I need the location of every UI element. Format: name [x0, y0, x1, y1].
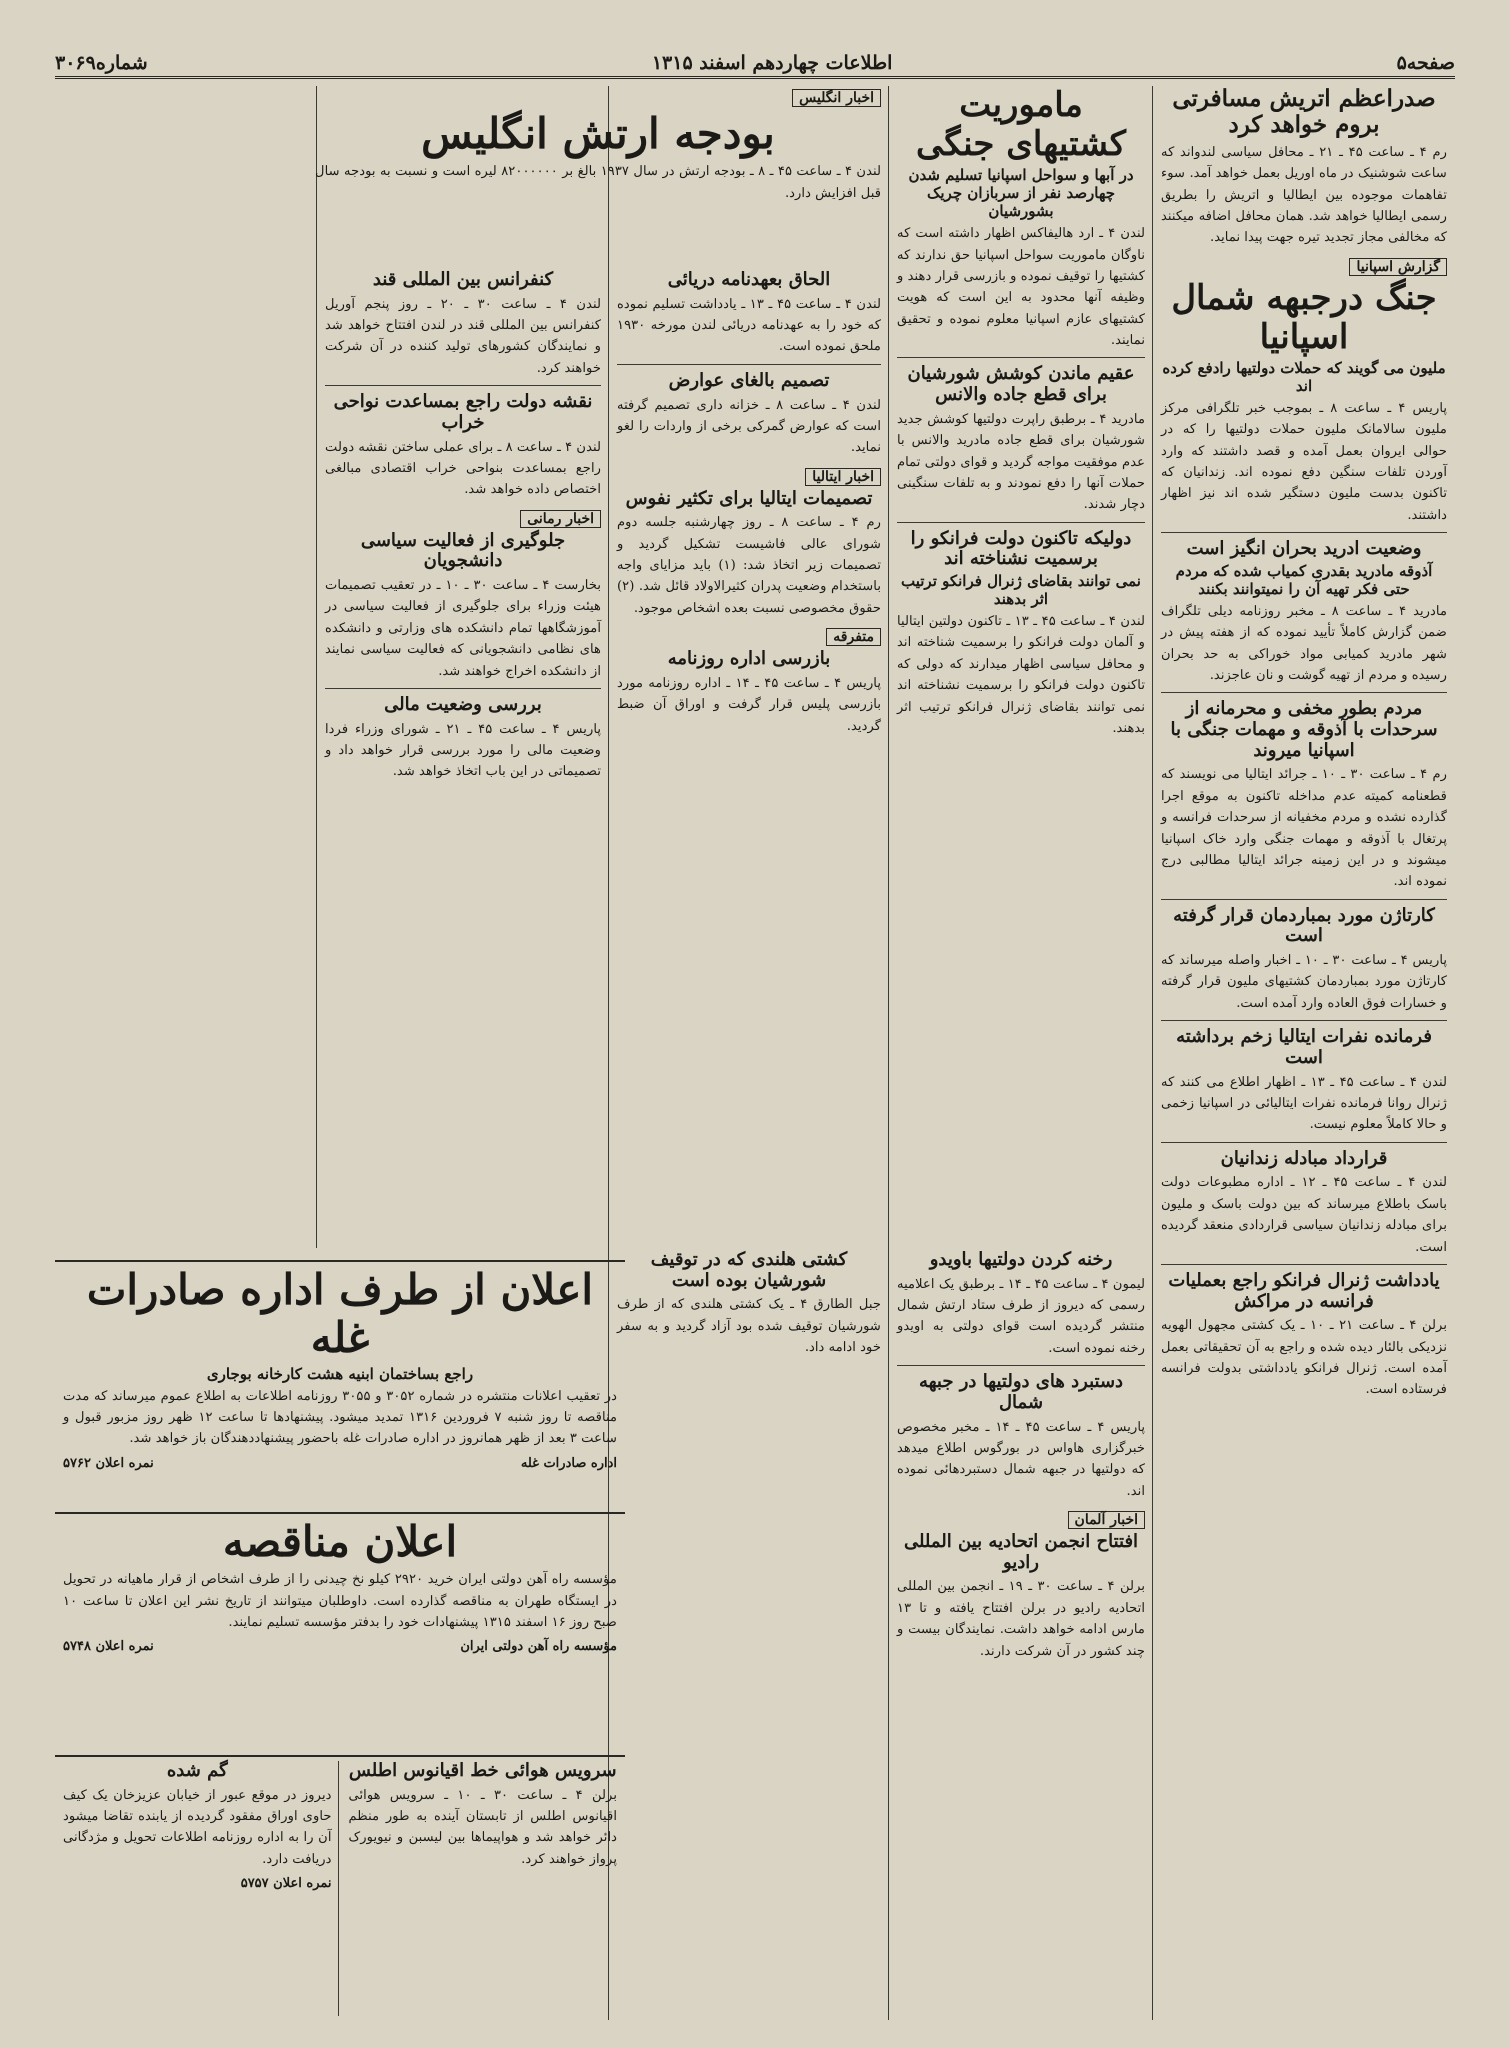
article-spain-front: پاریس ۴ ـ ساعت ۸ ـ بموجب خبر تلگرافی مرکز ملیون سالامانک ملیون حملات دولتیها را که در حوالی ایروان بعمل آمده و قصد داشتند که وارد آوردن تلفات سنگین دفع نموده اند. زندانیان که تاکنون بدست ملیون دستگیر شده اند نیز اظهار داشتند. [1161, 400, 1448, 523]
article-cartagena: پاریس ۴ ـ ساعت ۳۰ ـ ۱۰ ـ اخبار واصله میرساند که کارتاژن مورد بمباردمان کشتیهای ملیون قرار گرفته و خسارات فوق العاده وارد آمده است. [1161, 953, 1448, 1011]
notice-tender-body: مؤسسه راه آهن دولتی ایران خرید ۲۹۲۰ کیلو نخ چیدنی را از طرف اشخاص از قرار ماهیانه در تحویل در ایستگاه طهران به مناقصه گذارده است. داوطلبان میتوانند از تاریخ نشر این اعلان تا ساعت ۱۰ صبح روز ۱۶ اسفند ۱۳۱۵ پیشنهادات خود را بدفتر مؤسسه تسلیم نمایند. [63, 1572, 617, 1631]
notice-tender-signature: مؤسسه راه آهن دولتی ایران [460, 1639, 617, 1655]
headline-newspaper-inspection: بازرسی اداره روزنامه [667, 648, 831, 670]
masthead [55, 50, 1455, 79]
article-austria: رم ۴ ـ ساعت ۴۵ ـ ۲۱ ـ محافل سیاسی لندواند که ساعت شوشنیک در ماه اوریل بعمل خواهد آمد. سوء تفاهمات موجوده بین ایطالیا و اتریش را بطریق رسمی ایطالیا خواهد شد. همان محافل اضافه میکنند که مخالفی مجاز تجدید تیره جهت پیدا نماید. [1161, 144, 1447, 246]
ad-airline-body: برلن ۴ ـ ساعت ۳۰ ـ ۱۰ ـ سرویس هوائی اقیانوس اطلس از تابستان آینده به طور منظم دائر خواهد شد و هواپیماها بین لیسبن و نیویورک پرواز خواهند کرد. [348, 1787, 617, 1867]
divider [1161, 532, 1447, 533]
subhead-spain-front: ملیون می گویند که حملات دولتیها رادفع کرده اند [1162, 358, 1446, 395]
article-students: بخارست ۴ ـ ساعت ۳۰ ـ ۱۰ ـ در تعقیب تصمیمات هیئت وزراء برای جلوگیری از فعالیت سیاسی در آموزشگاهها تمام دانشکده های وزارتی و دانشکده های نظامی دانشجویانی که فعالیت سیاسی نمایند از دانشکده اخراج خواهند شد. [325, 578, 602, 679]
ad-airline [349, 1761, 618, 2016]
article-valencia-road: مادرید ۴ ـ برطبق راپرت دولتیها کوشش جدید شورشیان برای قطع جاده مادرید والانس با عدم موفقیت مواجه گردید و قوای دولتی تمام حملات آنها را دفع نمودند و به تلفات سنگینی دچار شدند. [897, 411, 1146, 513]
column-rule [888, 86, 889, 2020]
section-label: اخبار انگلیس [792, 89, 881, 107]
section-label: اخبار آلمان [1068, 1511, 1145, 1529]
headline-borders: مردم بطور مخفی و محرمانه از سرحدات با آذوقه و مهمات جنگی با اسپانیا میروند [1170, 698, 1438, 761]
headline-north-front: دستبرد های دولتیها در جبهه شمال [918, 1371, 1124, 1413]
notice-tender [55, 1512, 625, 1752]
column-3 [610, 270, 888, 1248]
headline-warships: ماموریت کشتیهای جنگی [916, 86, 1126, 165]
notice-grain-body: در تعقیب اعلانات منتشره در شماره ۳۰۵۲ و ۳۰۵۵ روزنامه اطلاعات به اطلاع عموم میرساند که مدت مناقصه تا روز شنبه ۷ فروردین ۱۳۱۶ تمدید میشود. پیشنهادها تا ساعت ۱۲ ظهر روز مزبور قبول و ساعت ۳ بعد از ظهر همانروز در اداره صادرات غله باحضور پیشنهاددهندگان باز خواهد شد. [63, 1388, 618, 1447]
headline-population: تصمیمات ایتالیا برای تکثیر نفوس [625, 487, 873, 509]
headline-spain-front: جنگ درجبهه شمال اسپانیا [1171, 277, 1437, 357]
column-3-lower [610, 1250, 888, 2020]
divider [325, 385, 601, 386]
masthead-date: اطلاعات چهاردهم اسفند ۱۳۱۵ [651, 52, 893, 74]
ad-lost-number: نمره اعلان ۵۷۵۷ [240, 1876, 332, 1892]
article-tariffs: لندن ۴ ـ ساعت ۸ ـ خزانه داری تصمیم گرفته است که عوارض گمرکی برخی از واردات را لغو نماید. [617, 397, 882, 456]
article-dutch-ship: جبل الطارق ۴ ـ یک کشتی هلندی که از طرف شورشیان توقیف شده بود آزاد گردید و به سفر خود ادامه داد. [617, 1297, 881, 1356]
divider [897, 522, 1145, 523]
headline-tariffs: تصمیم بالغای عوارض [668, 369, 830, 391]
divider [1161, 1264, 1447, 1265]
article-prisoners: لندن ۴ ـ ساعت ۴۵ ـ ۱۲ ـ اداره مطبوعات دولت باسک باطلاع میرساند که بین دولت باسک و ملیون برای مبادله زندانیان سیاسی قراردادی منعقد گردیده است. [1161, 1175, 1448, 1255]
divider [617, 364, 881, 365]
article-newspaper-inspection: پاریس ۴ ـ ساعت ۴۵ ـ ۱۴ ـ اداره روزنامه مورد بازرسی پلیس قرار گرفت و اوراق آن ضبط گردید. [617, 675, 881, 734]
article-depressed-areas: لندن ۴ ـ ساعت ۸ ـ برای عملی ساختن نقشه دولت راجع بمساعدت بنواحی خراب اقتصادی مبالغی اختصاص داده خواهد شد. [325, 439, 602, 498]
divider [1161, 692, 1447, 693]
headline-cartagena: کارتاژن مورد بمباردمان قرار گرفته است [1173, 904, 1435, 947]
section-label: اخبار رمانی [520, 510, 601, 528]
column-1 [1154, 86, 1454, 2020]
article-radio-union: برلن ۴ ـ ساعت ۳۰ ـ ۱۹ ـ انجمن بین المللی اتحادیه رادیو در برلن افتتاح یافته و تا ۱۳ مارس ادامه خواهد داشت. نمایندگان بیست و چند کشور در آن شرکت دارند. [897, 1579, 1146, 1659]
article-finance: پاریس ۴ ـ ساعت ۴۵ ـ ۲۱ ـ شورای وزراء فردا وضعیت مالی را مورد بررسی قرار خواهد داد و تصمیماتی در این باب اتخاذ خواهد شد. [325, 721, 602, 780]
column-2 [890, 86, 1152, 1248]
article-borders: رم ۴ ـ ساعت ۳۰ ـ ۱۰ ـ جرائد ایتالیا می نویسند که قطعنامه کمیته عدم مداخله تاکنون به موقع اجرا گذارده نشده و مردم مخفیانه از سرحدات فرانسه و پرتغال با آذوقه و مهمات جنگی وارد خاک اسپانیا میشوند و در این زمینه جرائد ایتالیا مطالبی درج نموده اند. [1161, 767, 1448, 890]
headline-valencia-road: عقیم ماندن کوشش شورشیان برای قطع جاده والانس [907, 363, 1135, 406]
section-label: متفرقه [826, 628, 881, 646]
subhead-recognition: نمی توانند بقاضای ژنرال فرانکو ترتیب اثر بدهند [901, 572, 1141, 609]
issue-number: شماره۳۰۶۹ [55, 52, 148, 74]
article-north-front: پاریس ۴ ـ ساعت ۴۵ ـ ۱۴ ـ مخبر مخصوص خبرگزاری هاواس در بورگوس اطلاع میدهد که دولتیها در جبهه شمال دستبردهائی نموده اند. [897, 1419, 1146, 1499]
headline-radio-union: افتتاح انجمن اتحادیه بین المللی رادیو [903, 1531, 1139, 1573]
page-label: صفحه۵ [1396, 52, 1455, 74]
article-army-budget: لندن ۴ ـ ساعت ۴۵ ـ ۸ ـ بودجه ارتش در سال ۱۹۳۷ بالغ بر ۸۲۰۰۰۰۰۰ لیره است و نسبت به بودجه سال قبل افزایش دارد. [315, 164, 882, 201]
notice-grain-number: نمره اعلان ۵۷۶۲ [63, 1455, 154, 1471]
section-label: اخبار ایتالیا [805, 468, 881, 486]
headline-naval-treaty: الحاق بعهدنامه دریائی [667, 270, 831, 290]
headline-austria: صدراعظم اتریش مسافرتی بروم خواهد کرد [1172, 86, 1436, 139]
article-population: رم ۴ ـ ساعت ۸ ـ روز چهارشنبه جلسه دوم شورای عالی فاشیست تشکیل گردید و تصمیمات زیر اتخاذ شد: (۱) باید مزایای واجه باستخدام وضعیت پدران کثیرالاولاد قائل شد. (۲) حقوق مخصوصی نسبت بعده اشخاص موجود. [617, 515, 882, 616]
headline-students: جلوگیری از فعالیت سیاسی دانشجویان [360, 529, 566, 572]
notice-tender-number: نمره اعلان ۵۷۴۸ [63, 1639, 154, 1655]
notice-grain-headline: اعلان از طرف اداره صادرات غله [86, 1265, 594, 1363]
headline-madrid: وضعیت ادرید بحران انگیز است [1186, 538, 1422, 560]
headline-depressed-areas: نقشه دولت راجع بمساعدت نواحی خراب [333, 391, 593, 433]
article-naval-treaty: لندن ۴ ـ ساعت ۴۵ ـ ۱۳ ـ یادداشت تسلیم نموده که خود را به عهدنامه دریائی لندن مورخه ۱۹۳۰ ملحق نموده است. [617, 296, 882, 355]
divider [325, 688, 601, 689]
notice-tender-headline: اعلان مناقصه [222, 1517, 458, 1566]
headline-prisoners: قرارداد مبادله زندانیان [1220, 1147, 1388, 1169]
ad-lost [63, 1761, 339, 2016]
headline-oviedo: رخنه کردن دولتیها باویدو [929, 1250, 1113, 1270]
subhead-warships: در آبها و سواحل اسپانیا تسلیم شدن چهارصد نفر از سربازان چریک بشورشیان [908, 166, 1134, 221]
divider [1161, 899, 1447, 900]
ad-lost-headline: گم شده [166, 1760, 228, 1781]
article-warships: لندن ۴ ـ ارد هالیفاکس اظهار داشته است که ناوگان ماموریت سواحل اسپانیا حق ندارند که کشتیها را توقیف نموده و بازرسی قرار دهند و وظیفه آنها محدود به این است که هویت کشتیهای عازم اسپانیا معلوم نموده و تحقیق نمایند. [897, 226, 1145, 349]
article-madrid: مادرید ۴ ـ ساعت ۸ ـ مخبر روزنامه دیلی تلگراف ضمن گزارش کاملاً تأیید نموده که از هفته پیش در شهر مادرید کمیابی مواد خوراکی به حد بحران رسیده و مردم از تهیه گوشت و نان عاجزند. [1161, 603, 1448, 683]
column-2-lower [890, 1250, 1152, 2020]
column-3-top [308, 86, 888, 268]
headline-finance: بررسی وضعیت مالی [384, 693, 542, 715]
headline-sugar-conference: کنفرانس بین المللی قند [372, 270, 554, 290]
headline-recognition: دولیکه تاکنون دولت فرانکو را برسمیت نشناخته اند [910, 527, 1132, 570]
column-4 [318, 270, 608, 1248]
notice-grain-subhead: راجع بساختمان ابنیه هشت کارخانه بوجاری [206, 1364, 474, 1383]
notice-grain-signature: اداره صادرات غله [520, 1455, 617, 1471]
column-rule [1152, 86, 1153, 2020]
headline-army-budget: بودجه ارتش انگلیس [421, 109, 775, 158]
subhead-madrid: آذوقه مادرید بقدری کمیاب شده که مردم حتی فکر تهیه آن را نمیتوانند بکنند [1175, 561, 1433, 598]
headline-italian-commander: فرمانده نفرات ایتالیا زخم برداشته است [1176, 1026, 1432, 1068]
headline-dutch-ship: کشتی هلندی که در توقیف شورشیان بوده است [650, 1250, 848, 1291]
notice-grain-export [55, 1260, 625, 1510]
article-franco-note: برلن ۴ ـ ساعت ۲۱ ـ ۱۰ ـ یک کشتی مجهول الهویه نزدیکی بالئار دیده شده و راجع به آن تحقیقاتی بعمل آمده است. ژنرال فرانکو یادداشتی بدولت فرانسه فرستاده است. [1161, 1318, 1447, 1398]
ads-block [55, 1755, 625, 2020]
divider [1161, 1142, 1447, 1143]
article-recognition: لندن ۴ ـ ساعت ۴۵ ـ ۱۳ ـ تاکنون دولتین ایتالیا و آلمان دولت فرانکو را برسمیت شناخته اند و محافل سیاسی اظهار میدارند که دولی که تاکنون دولت فرانکو را برسمیت نشناخته اند نمی توانند بقاضای ژنرال فرانکو ترتیب اثر بدهند. [897, 614, 1145, 736]
headline-franco-note: یادداشت ژنرال فرانکو راجع بعملیات فرانسه در مراکش [1168, 1269, 1440, 1312]
article-italian-commander: لندن ۴ ـ ساعت ۴۵ ـ ۱۳ ـ اظهار اطلاع می کنند که ژنرال روانا فرمانده نفرات ایتالیائی در اسپانیا زخمی و حالا کاملاً معلوم نیست. [1161, 1074, 1448, 1133]
divider [897, 357, 1145, 358]
divider [897, 1365, 1145, 1366]
article-sugar-conference: لندن ۴ ـ ساعت ۳۰ ـ ۲۰ ـ روز پنجم آوریل کنفرانس بین المللی قند در لندن افتتاح خواهد شد و نمایندگان کشورهای تولید کننده در آن شرکت خواهند کرد. [325, 296, 602, 376]
divider [1161, 1020, 1447, 1021]
ad-lost-body: دیروز در موقع عبور از خیابان عزیزخان یک کیف حاوی اوراق مفقود گردیده از یابنده تقاضا میشود آن را به اداره روزنامه اطلاعات تحویل و مژدگانی دریافت دارد. [63, 1787, 332, 1867]
section-label: گزارش اسپانیا [1349, 258, 1447, 276]
ad-airline-headline: سرویس هوائی خط اقیانوس اطلس [348, 1760, 617, 1781]
article-oviedo: لیمون ۴ ـ ساعت ۴۵ ـ ۱۴ ـ برطبق یک اعلامیه رسمی که دیروز از طرف ستاد ارتش شمال منتشر گردیده است قوای دولتی به اویدو رخنه نموده است. [897, 1276, 1146, 1356]
